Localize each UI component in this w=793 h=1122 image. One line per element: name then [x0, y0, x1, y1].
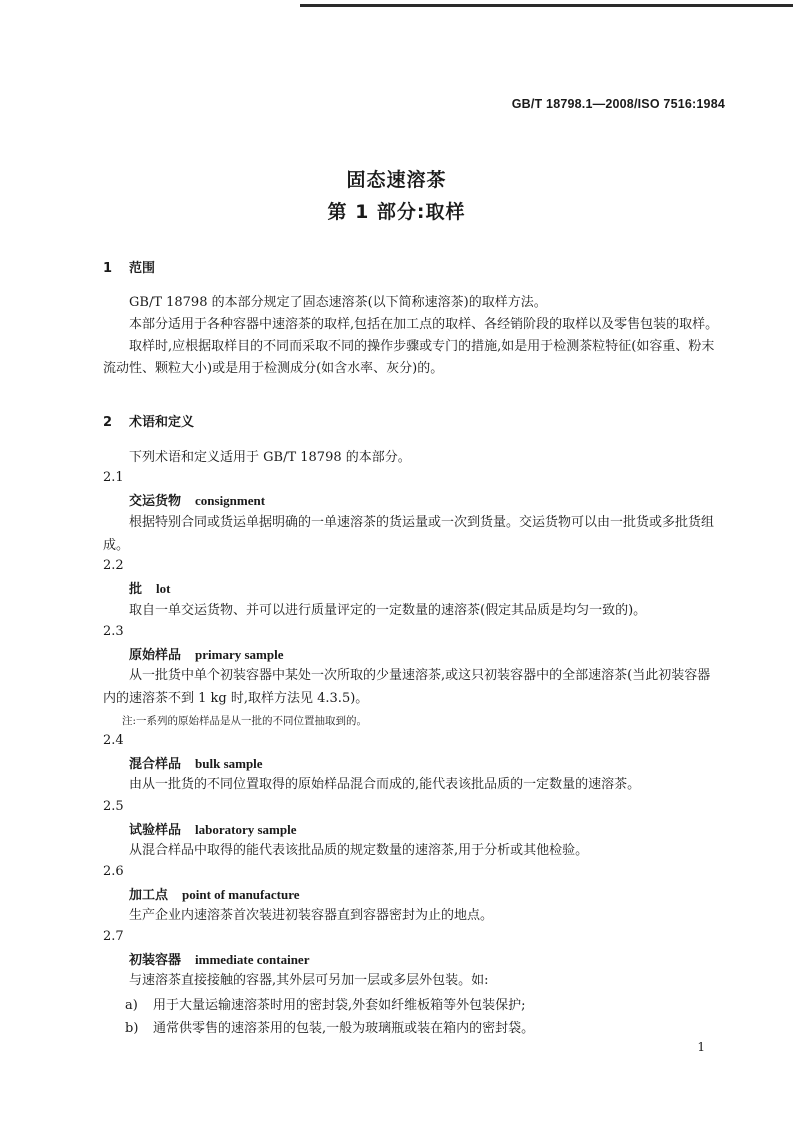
term-heading	[129, 578, 170, 597]
section-number: 1	[103, 261, 113, 276]
clause-number: 2.4	[103, 733, 124, 748]
document-title: 固态速溶茶	[346, 169, 447, 191]
term-definition: 根据特别合同或货运单据明确的一单速溶茶的货运量或一次到货量。交运货物可以由一批货或多批货组成。	[103, 515, 715, 553]
clause-number: 2.2	[103, 558, 124, 573]
section-1-heading	[103, 258, 723, 280]
term-en: consignment	[195, 493, 266, 508]
paragraph: GB/T 18798 的本部分规定了固态速溶茶(以下简称速溶茶)的取样方法。	[129, 295, 547, 310]
term-heading	[129, 490, 265, 509]
clause-number: 2.1	[103, 470, 124, 485]
term-en: laboratory sample	[195, 822, 297, 837]
top-rule	[300, 4, 793, 7]
term-en: primary sample	[195, 647, 284, 662]
clause-number: 2.3	[103, 624, 124, 639]
list-item	[125, 994, 526, 1013]
list-item-text: 通常供零售的速溶茶用的包装,一般为玻璃瓶或装在箱内的密封袋。	[153, 1021, 535, 1036]
term-zh: 批	[129, 582, 143, 597]
document-subtitle: 第 1 部分:取样	[327, 201, 466, 223]
term-heading	[129, 819, 296, 838]
term-definition: 生产企业内速溶茶首次装进初装容器直到容器密封为止的地点。	[129, 908, 494, 923]
term-definition: 与速溶茶直接接触的容器,其外层可另加一层或多层外包装。如:	[129, 973, 489, 988]
term-heading	[129, 753, 263, 772]
term-zh: 试验样品	[129, 823, 182, 838]
paragraph: 本部分适用于各种容器中速溶茶的取样,包括在加工点的取样、各经销阶段的取样以及零售包装的取样。	[129, 317, 719, 332]
section-2-heading	[103, 412, 723, 434]
term-heading	[129, 949, 309, 968]
standard-code: GB/T 18798.1—2008/ISO 7516:1984	[511, 97, 725, 111]
term-note: 注:一系列的原始样品是从一批的不同位置抽取到的。	[122, 715, 368, 727]
term-zh: 初装容器	[129, 953, 182, 968]
section-title: 术语和定义	[129, 415, 195, 430]
clause-number: 2.6	[103, 864, 124, 879]
list-item-text: 用于大量运输速溶茶时用的密封袋,外套如纤维板箱等外包装保护;	[153, 998, 526, 1013]
section-title: 范围	[129, 261, 156, 276]
page-number: 1	[697, 1040, 705, 1054]
term-zh: 加工点	[129, 888, 169, 903]
list-item-label: a)	[125, 998, 138, 1013]
term-zh: 原始样品	[129, 648, 182, 663]
term-definition: 取自一单交运货物、并可以进行质量评定的一定数量的速溶茶(假定其品质是均匀一致的)。	[129, 603, 647, 618]
list-item	[125, 1017, 534, 1036]
term-definition: 从一批货中单个初装容器中某处一次所取的少量速溶茶,或这只初装容器中的全部速溶茶(当此初装容器内的速溶茶不到 1 kg 时,取样方法见 4.3.5)。	[103, 668, 711, 706]
term-zh: 交运货物	[129, 494, 182, 509]
term-heading	[129, 884, 300, 903]
paragraph: 取样时,应根据取样目的不同而采取不同的操作步骤或专门的措施,如是用于检测茶粒特征(如容重、粉末流动性、颗粒大小)或是用于检测成分(如含水率、灰分)的。	[103, 339, 715, 376]
term-en: immediate container	[195, 952, 310, 967]
section-1-body	[103, 292, 723, 380]
term-en: bulk sample	[195, 756, 263, 771]
section-2-intro: 下列术语和定义适用于 GB/T 18798 的本部分。	[129, 450, 411, 465]
term-zh: 混合样品	[129, 757, 182, 772]
term-definition: 从混合样品中取得的能代表该批品质的规定数量的速溶茶,用于分析或其他检验。	[129, 843, 589, 858]
section-number: 2	[103, 415, 113, 430]
term-en: lot	[156, 581, 171, 596]
term-definition: 由从一批货的不同位置取得的原始样品混合而成的,能代表该批品质的一定数量的速溶茶。	[129, 777, 641, 792]
term-en: point of manufacture	[182, 887, 300, 902]
clause-number: 2.7	[103, 929, 124, 944]
term-heading	[129, 644, 283, 663]
clause-number: 2.5	[103, 799, 124, 814]
list-item-label: b)	[125, 1021, 139, 1036]
